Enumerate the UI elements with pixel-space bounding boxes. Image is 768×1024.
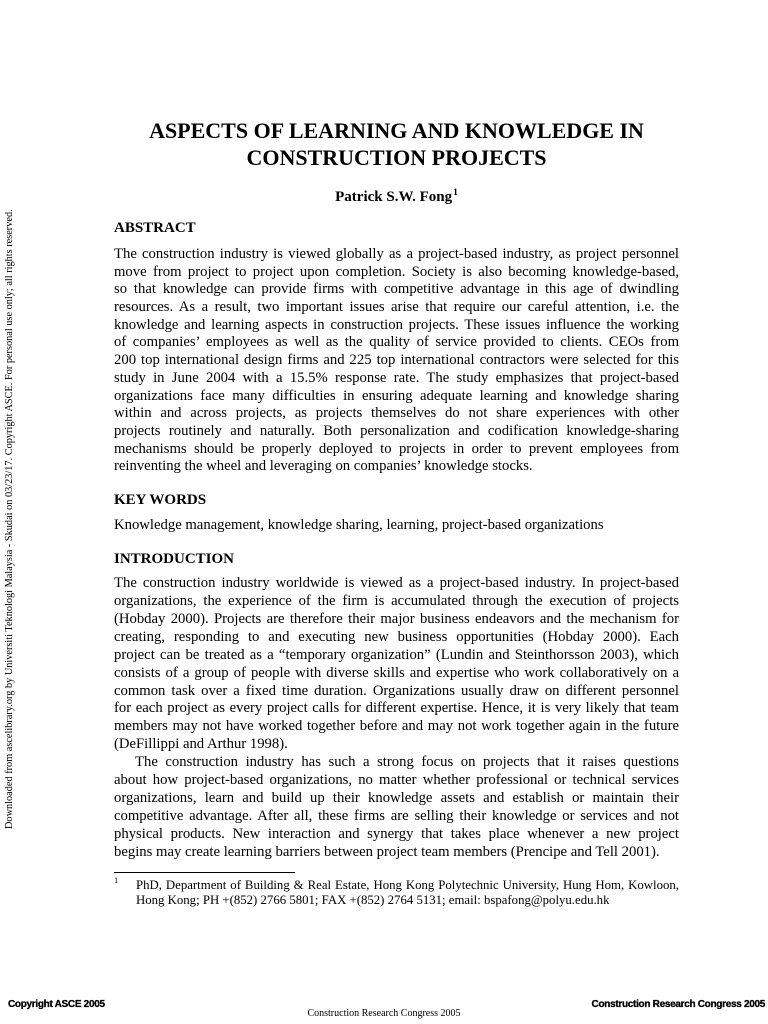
author-footnote-mark: 1 (453, 188, 458, 198)
paper-title (114, 117, 679, 171)
abstract-line: study in June 2004 with a 15.5% response rate. The study emphasizes that project-based (114, 369, 679, 386)
footnote-line: PhD, Department of Building & Real Estate, Hong Kong Polytechnic University, Hung Hom, Kowloon, (136, 877, 679, 892)
paragraph-line: organizations, the experience of the firm is accumulated through the execution of projects (114, 592, 679, 609)
keywords-heading: KEY WORDS (114, 492, 207, 508)
footer-copyright: Copyright ASCE 2005 (8, 999, 105, 1010)
footnote-line: Hong Kong; PH +(852) 2766 5801; FAX +(852) 2764 5131; email: bspafong@polyu.edu.hk (136, 892, 610, 907)
abstract-line: 200 top international design firms and 225 top international contractors were selected for this (114, 352, 679, 369)
abstract-line: within and across projects, as projects themselves do not share experiences with other (114, 405, 679, 422)
abstract-line: of companies’ employees as well as the quality of service provided to clients. CEOs from (114, 334, 679, 351)
footnote (136, 878, 679, 908)
abstract-line: resources. As a result, two important issues arise that require our careful attention, i.e. the (114, 299, 679, 316)
paragraph-line: (Hobday 2000). Projects are therefore their major business endeavors and the mechanism for (114, 610, 679, 627)
paragraph-line: creating, responding to and executing new business opportunities (Hobday 2000). Each (114, 628, 679, 645)
abstract-line: mechanisms should be properly deployed to projects in order to prevent employees from (114, 440, 679, 457)
abstract-line: reinventing the wheel and leveraging on companies’ knowledge stocks. (114, 458, 533, 475)
paragraph-line: members may not have worked together before and may not work together again in the future (114, 718, 679, 735)
paragraph-line: physical products. New interaction and synergy that takes place whenever a new project (114, 825, 679, 842)
author-byline (114, 188, 679, 208)
abstract-heading: ABSTRACT (114, 220, 196, 236)
abstract-line: The construction industry is viewed globally as a project-based industry, as project personnel (114, 246, 679, 262)
intro-paragraph (114, 575, 679, 754)
footnote-rule (114, 872, 295, 873)
paragraph-line: organizations, learn and build up their knowledge assets and establish or maintain their (114, 790, 679, 807)
paragraph-line: project can be treated as a “temporary organization” (Lundin and Steinthorsson 2003), which (114, 646, 679, 663)
title-line: ASPECTS OF LEARNING AND KNOWLEDGE IN (149, 118, 644, 143)
title-line: CONSTRUCTION PROJECTS (246, 145, 547, 170)
abstract-line: knowledge and learning aspects in construction projects. These issues influence the working (114, 316, 679, 333)
paragraph-line: about how project-based organizations, no matter whether professional or technical services (114, 772, 679, 789)
author-name: Patrick S.W. Fong (335, 189, 453, 205)
paragraph-line: (DeFillippi and Arthur 1998). (114, 736, 288, 753)
intro-paragraph (114, 754, 679, 862)
abstract-body (114, 246, 679, 476)
abstract-line: so that knowledge can provide firms with competitive advantage in this age of dwindling (114, 281, 679, 298)
abstract-line: organizations face many difficulties in ensuring adequate learning and knowledge sharing (114, 387, 679, 404)
abstract-line: move from project to project upon completion. Society is also becoming knowledge-based, (114, 263, 679, 280)
paragraph-line: competitive advantage. After all, these firms are selling their knowledge or services and not (114, 807, 679, 824)
download-notice: Downloaded from ascelibrary.org by Universiti Teknologi Malaysia - Skudai on 03/23/17. Copyright ASCE. For personal use only; all rights reserved. (4, 209, 15, 829)
introduction-heading: INTRODUCTION (114, 551, 235, 567)
paragraph-line: begins may create learning barriers between project team members (Prencipe and Tell 2001). (114, 843, 660, 860)
paragraph-line: common task over a fixed time duration. Organizations usually draw on different personnel (114, 682, 679, 699)
paragraph-line: The construction industry worldwide is viewed as a project-based industry. In project-based (114, 575, 679, 591)
paragraph-line: for each project as every project calls for different expertise. Hence, it is very likely that team (114, 700, 679, 717)
keywords-text: Knowledge management, knowledge sharing, learning, project-based organizations (114, 517, 604, 533)
abstract-line: projects routinely and naturally. Both personalization and codification knowledge-sharing (114, 422, 679, 439)
footer-conference-title: Construction Research Congress 2005 (591, 999, 765, 1010)
footnote-mark: 1 (114, 875, 119, 885)
paragraph-line: consists of a group of people with diverse skills and expertise who work collaboratively on a (114, 664, 679, 681)
paragraph-line: The construction industry has such a strong focus on projects that it raises questions (135, 754, 679, 771)
page-footer-conference: Construction Research Congress 2005 (307, 1008, 461, 1019)
introduction-body (114, 575, 679, 862)
